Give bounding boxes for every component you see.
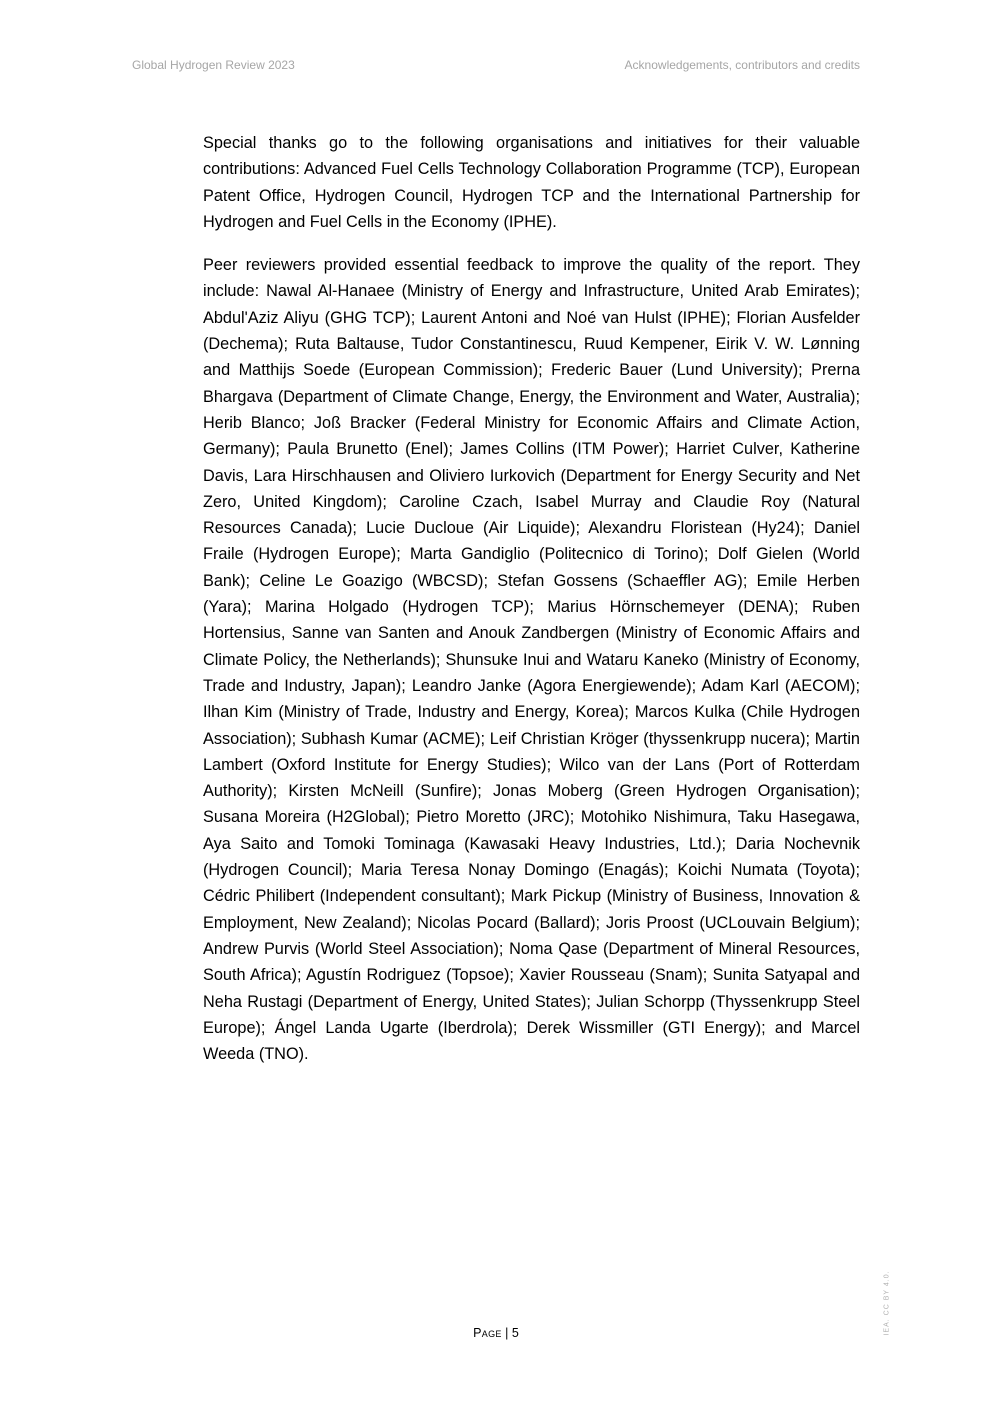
document-title: Global Hydrogen Review 2023 (132, 58, 295, 72)
body-text (203, 130, 860, 1084)
page-footer (0, 1326, 992, 1340)
page-separator: | (501, 1326, 512, 1340)
running-header (132, 58, 860, 76)
paragraph-special-thanks: Special thanks go to the following organisations and initiatives for their valuable contributions: Advanced Fuel Cells Technology Collaboration Programme (TCP), European Patent Office, Hydrogen Council, Hydrogen TCP and the International Partnership for Hydrogen and Fuel Cells in the Economy (IPHE). (203, 134, 860, 231)
paragraph-peer-reviewers: Peer reviewers provided essential feedback to improve the quality of the report. They include: Nawal Al-Hanaee (Ministry of Energy and Infrastructure, United Arab Emirates); Abdul'Aziz Aliyu (GHG TCP); Laurent Antoni and Noé van Hulst (IPHE); Florian Ausfelder (Dechema); Ruta Baltause, Tudor Constantinescu, Ruud Kempener, Eirik V. W. Lønning and Matthijs Soede (European Commission); Frederic Bauer (Lund University); Prerna Bhargava (Department of Climate Change, Energy, the Environment and Water, Australia); Herib Blanco; Joß Bracker (Federal Ministry for Economic Affairs and Climate Action, Germany); Paula Brunetto (Enel); James Collins (ITM Power); Harriet Culver, Katherine Davis, Lara Hirschhausen and Oliviero Iurkovich (Department for Energy Security and Net Zero, United Kingdom); Caroline Czach, Isabel Murray and Claudie Roy (Natural Resources Canada); Lucie Ducloue (Air Liquide); Alexandru Floristean (Hy24); Daniel Fraile (Hydrogen Europe); Marta Gandiglio (Politecnico di Torino); Dolf Gielen (World Bank); Celine Le Goazigo (WBCSD); Stefan Gossens (Schaeffler AG); Emile Herben (Yara); Marina Holgado (Hydrogen TCP); Marius Hörnschemeyer (DENA); Ruben Hortensius, Sanne van Santen and Anouk Zandbergen (Ministry of Economic Affairs and Climate Policy, the Netherlands); Shunsuke Inui and Wataru Kaneko (Ministry of Economy, Trade and Industry, Japan); Leandro Janke (Agora Energiewende); Adam Karl (AECOM); Ilhan Kim (Ministry of Trade, Industry and Energy, Korea); Marcos Kulka (Chile Hydrogen Association); Subhash Kumar (ACME); Leif Christian Kröger (thyssenkrupp nucera); Martin Lambert (Oxford Institute for Energy Studies); Wilco van der Lans (Port of Rotterdam Authority); Kirsten McNeill (Sunfire); Jonas Moberg (Green Hydrogen Organisation); Susana Moreira (H2Global); Pietro Moretto (JRC); Motohiko Nishimura, Taku Hasegawa, Aya Saito and Tomoki Tominaga (Kawasaki Heavy Industries, Ltd.); Daria Nochevnik (Hydrogen Council); Maria Teresa Nonay Domingo (Enagás); Koichi Numata (Toyota); Cédric Philibert (Independent consultant); Mark Pickup (Ministry of Business, Innovation & Employment, New Zealand); Nicolas Pocard (Ballard); Joris Proost (UCLouvain Belgium); Andrew Purvis (World Steel Association); Noma Qase (Department of Mineral Resources, South Africa); Agustín Rodriguez (Topsoe); Xavier Rousseau (Snam); Sunita Satyapal and Neha Rustagi (Department of Energy, United States); Julian Schorpp (Thyssenkrupp Steel Europe); Ángel Landa Ugarte (Iberdrola); Derek Wissmiller (GTI Energy); and Marcel Weeda (TNO). (203, 256, 860, 1064)
section-title: Acknowledgements, contributors and credits (624, 58, 860, 72)
page-number: 5 (511, 1326, 519, 1340)
license-notice: IEA. CC BY 4.0. (883, 1270, 891, 1336)
page-label: Page (473, 1326, 502, 1340)
